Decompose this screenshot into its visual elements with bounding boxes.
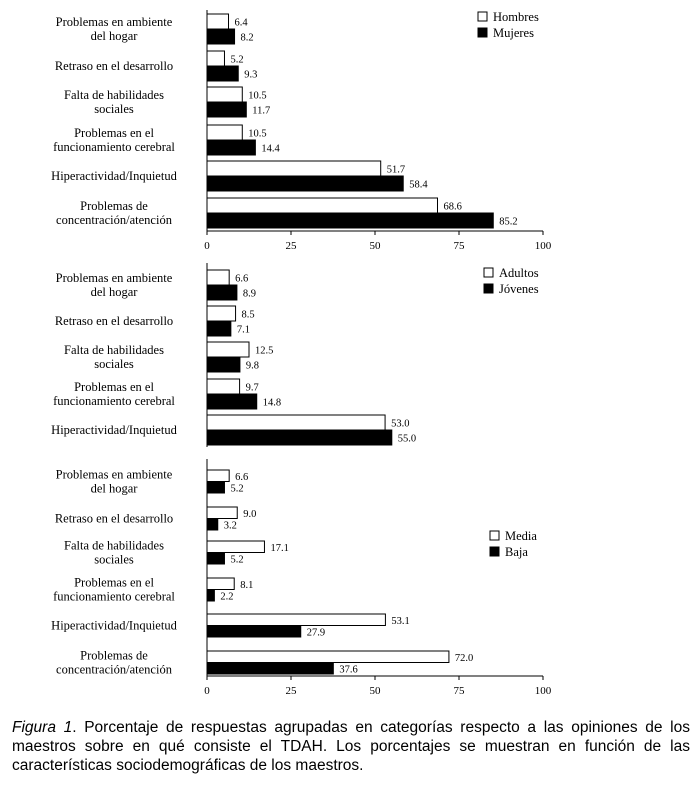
- data-label: 17.1: [270, 542, 289, 554]
- data-label: 6.6: [235, 471, 249, 483]
- category-label: Retraso en el desarrollo: [54, 511, 174, 526]
- bar-hombres: [207, 14, 229, 29]
- legend-label: Hombres: [493, 10, 539, 24]
- bar-mujeres: [207, 176, 403, 191]
- data-label: 11.7: [252, 105, 271, 117]
- legend-swatch: [484, 268, 493, 277]
- category-label: concentración/atención: [56, 662, 172, 677]
- bar-media: [207, 614, 385, 626]
- data-label: 9.7: [245, 382, 259, 394]
- data-label: 53.1: [391, 615, 410, 627]
- bar-j-venes: [207, 285, 237, 300]
- bar-mujeres: [207, 66, 238, 81]
- x-tick-label: 50: [369, 240, 381, 252]
- data-label: 9.0: [243, 508, 257, 520]
- category-label: Hiperactividad/Inquietud: [51, 423, 177, 437]
- legend-label: Mujeres: [493, 26, 534, 40]
- category-label: Problemas en ambiente: [55, 15, 173, 29]
- caption-text: . Porcentaje de respuestas agrupadas en categorías respecto a las opiniones de los maestros sobre en qué consiste el TDAH. Los porcentajes se muestran en función de las características sociodemográficas de los maestros.: [12, 719, 690, 774]
- data-label: 12.5: [255, 345, 274, 357]
- category-label: Problemas en el: [74, 380, 154, 394]
- x-tick-label: 100: [534, 240, 552, 252]
- category-label: Falta de habilidades: [64, 88, 164, 102]
- data-label: 72.0: [454, 652, 474, 664]
- caption-label: Figura 1: [12, 719, 73, 736]
- bar-hombres: [207, 198, 437, 213]
- category-label: Problemas en el: [74, 575, 154, 590]
- category-label: Hiperactividad/Inquietud: [51, 618, 177, 633]
- data-label: 8.5: [241, 309, 255, 321]
- category-label: Retraso en el desarrollo: [54, 59, 174, 73]
- bar-media: [207, 507, 237, 519]
- bar-adultos: [207, 306, 236, 321]
- data-label: 5.2: [230, 554, 244, 566]
- category-label: funcionamiento cerebral: [53, 394, 175, 408]
- bar-media: [207, 541, 264, 553]
- data-label: 53.0: [391, 418, 410, 430]
- data-label: 55.0: [397, 433, 417, 445]
- category-label: Problemas de: [80, 648, 148, 663]
- bar-baja: [207, 519, 218, 531]
- data-label: 8.2: [240, 32, 254, 44]
- data-label: 6.4: [234, 17, 248, 29]
- data-label: 10.5: [248, 90, 267, 102]
- legend-label: Media: [505, 529, 537, 543]
- bar-mujeres: [207, 29, 235, 44]
- x-tick-label: 75: [453, 240, 465, 252]
- data-label: 5.2: [230, 54, 244, 66]
- bar-adultos: [207, 415, 385, 430]
- bar-hombres: [207, 87, 242, 102]
- data-label: 6.6: [235, 273, 249, 285]
- category-label: del hogar: [90, 29, 138, 43]
- category-label: Hiperactividad/Inquietud: [51, 169, 177, 183]
- legend-swatch: [490, 531, 499, 540]
- data-label: 37.6: [339, 664, 358, 676]
- data-label: 14.4: [261, 143, 280, 155]
- x-tick-label: 100: [534, 685, 552, 697]
- legend-swatch: [484, 284, 493, 293]
- legend-label: Jóvenes: [499, 282, 539, 296]
- x-tick-label: 0: [204, 240, 210, 252]
- bar-media: [207, 651, 449, 663]
- legend-label: Adultos: [499, 266, 539, 280]
- bar-hombres: [207, 51, 224, 66]
- bar-j-venes: [207, 394, 257, 409]
- bar-baja: [207, 663, 333, 675]
- bar-adultos: [207, 379, 240, 394]
- bar-mujeres: [207, 213, 493, 228]
- bar-baja: [207, 553, 224, 565]
- category-label: sociales: [94, 102, 134, 116]
- bar-mujeres: [207, 102, 246, 117]
- legend-swatch: [478, 12, 487, 21]
- x-tick-label: 25: [285, 685, 297, 697]
- category-label: Falta de habilidades: [64, 538, 164, 553]
- x-tick-label: 25: [285, 240, 297, 252]
- category-label: sociales: [94, 357, 134, 371]
- bar-adultos: [207, 270, 229, 285]
- legend-swatch: [490, 547, 499, 556]
- bar-hombres: [207, 161, 381, 176]
- category-label: Problemas de: [80, 199, 148, 213]
- category-label: del hogar: [90, 481, 138, 496]
- x-tick-label: 50: [369, 685, 381, 697]
- data-label: 5.2: [230, 483, 244, 495]
- bar-hombres: [207, 125, 242, 140]
- data-label: 8.1: [240, 579, 254, 591]
- bar-mujeres: [207, 140, 255, 155]
- category-label: del hogar: [90, 285, 138, 299]
- data-label: 27.9: [306, 627, 326, 639]
- category-label: concentración/atención: [56, 213, 172, 227]
- data-label: 3.2: [223, 520, 237, 532]
- data-label: 8.9: [242, 288, 257, 300]
- data-label: 85.2: [499, 216, 518, 228]
- category-label: Problemas en ambiente: [55, 271, 173, 285]
- data-label: 14.8: [262, 397, 282, 409]
- category-label: Problemas en el: [74, 126, 154, 140]
- legend-label: Baja: [505, 545, 528, 559]
- category-label: funcionamiento cerebral: [53, 140, 175, 154]
- category-label: Problemas en ambiente: [55, 467, 173, 482]
- bar-j-venes: [207, 321, 231, 336]
- bar-baja: [207, 626, 301, 638]
- bar-j-venes: [207, 430, 392, 445]
- category-label: Retraso en el desarrollo: [54, 314, 174, 328]
- data-label: 9.3: [244, 69, 258, 81]
- data-label: 51.7: [386, 164, 406, 176]
- x-tick-label: 75: [453, 685, 465, 697]
- category-label: Falta de habilidades: [64, 343, 164, 357]
- x-tick-label: 0: [204, 685, 210, 697]
- category-label: sociales: [94, 552, 134, 567]
- bar-media: [207, 578, 234, 590]
- figure-caption: [12, 718, 690, 775]
- bar-baja: [207, 482, 224, 494]
- bar-adultos: [207, 342, 249, 357]
- bar-media: [207, 470, 229, 482]
- data-label: 2.2: [220, 591, 234, 603]
- bar-j-venes: [207, 357, 240, 372]
- data-label: 9.8: [245, 360, 260, 372]
- data-label: 10.5: [248, 128, 267, 140]
- bar-baja: [207, 590, 214, 602]
- category-label: funcionamiento cerebral: [53, 589, 175, 604]
- legend-swatch: [478, 28, 487, 37]
- data-label: 68.6: [443, 201, 462, 213]
- data-label: 58.4: [409, 179, 428, 191]
- data-label: 7.1: [236, 324, 250, 336]
